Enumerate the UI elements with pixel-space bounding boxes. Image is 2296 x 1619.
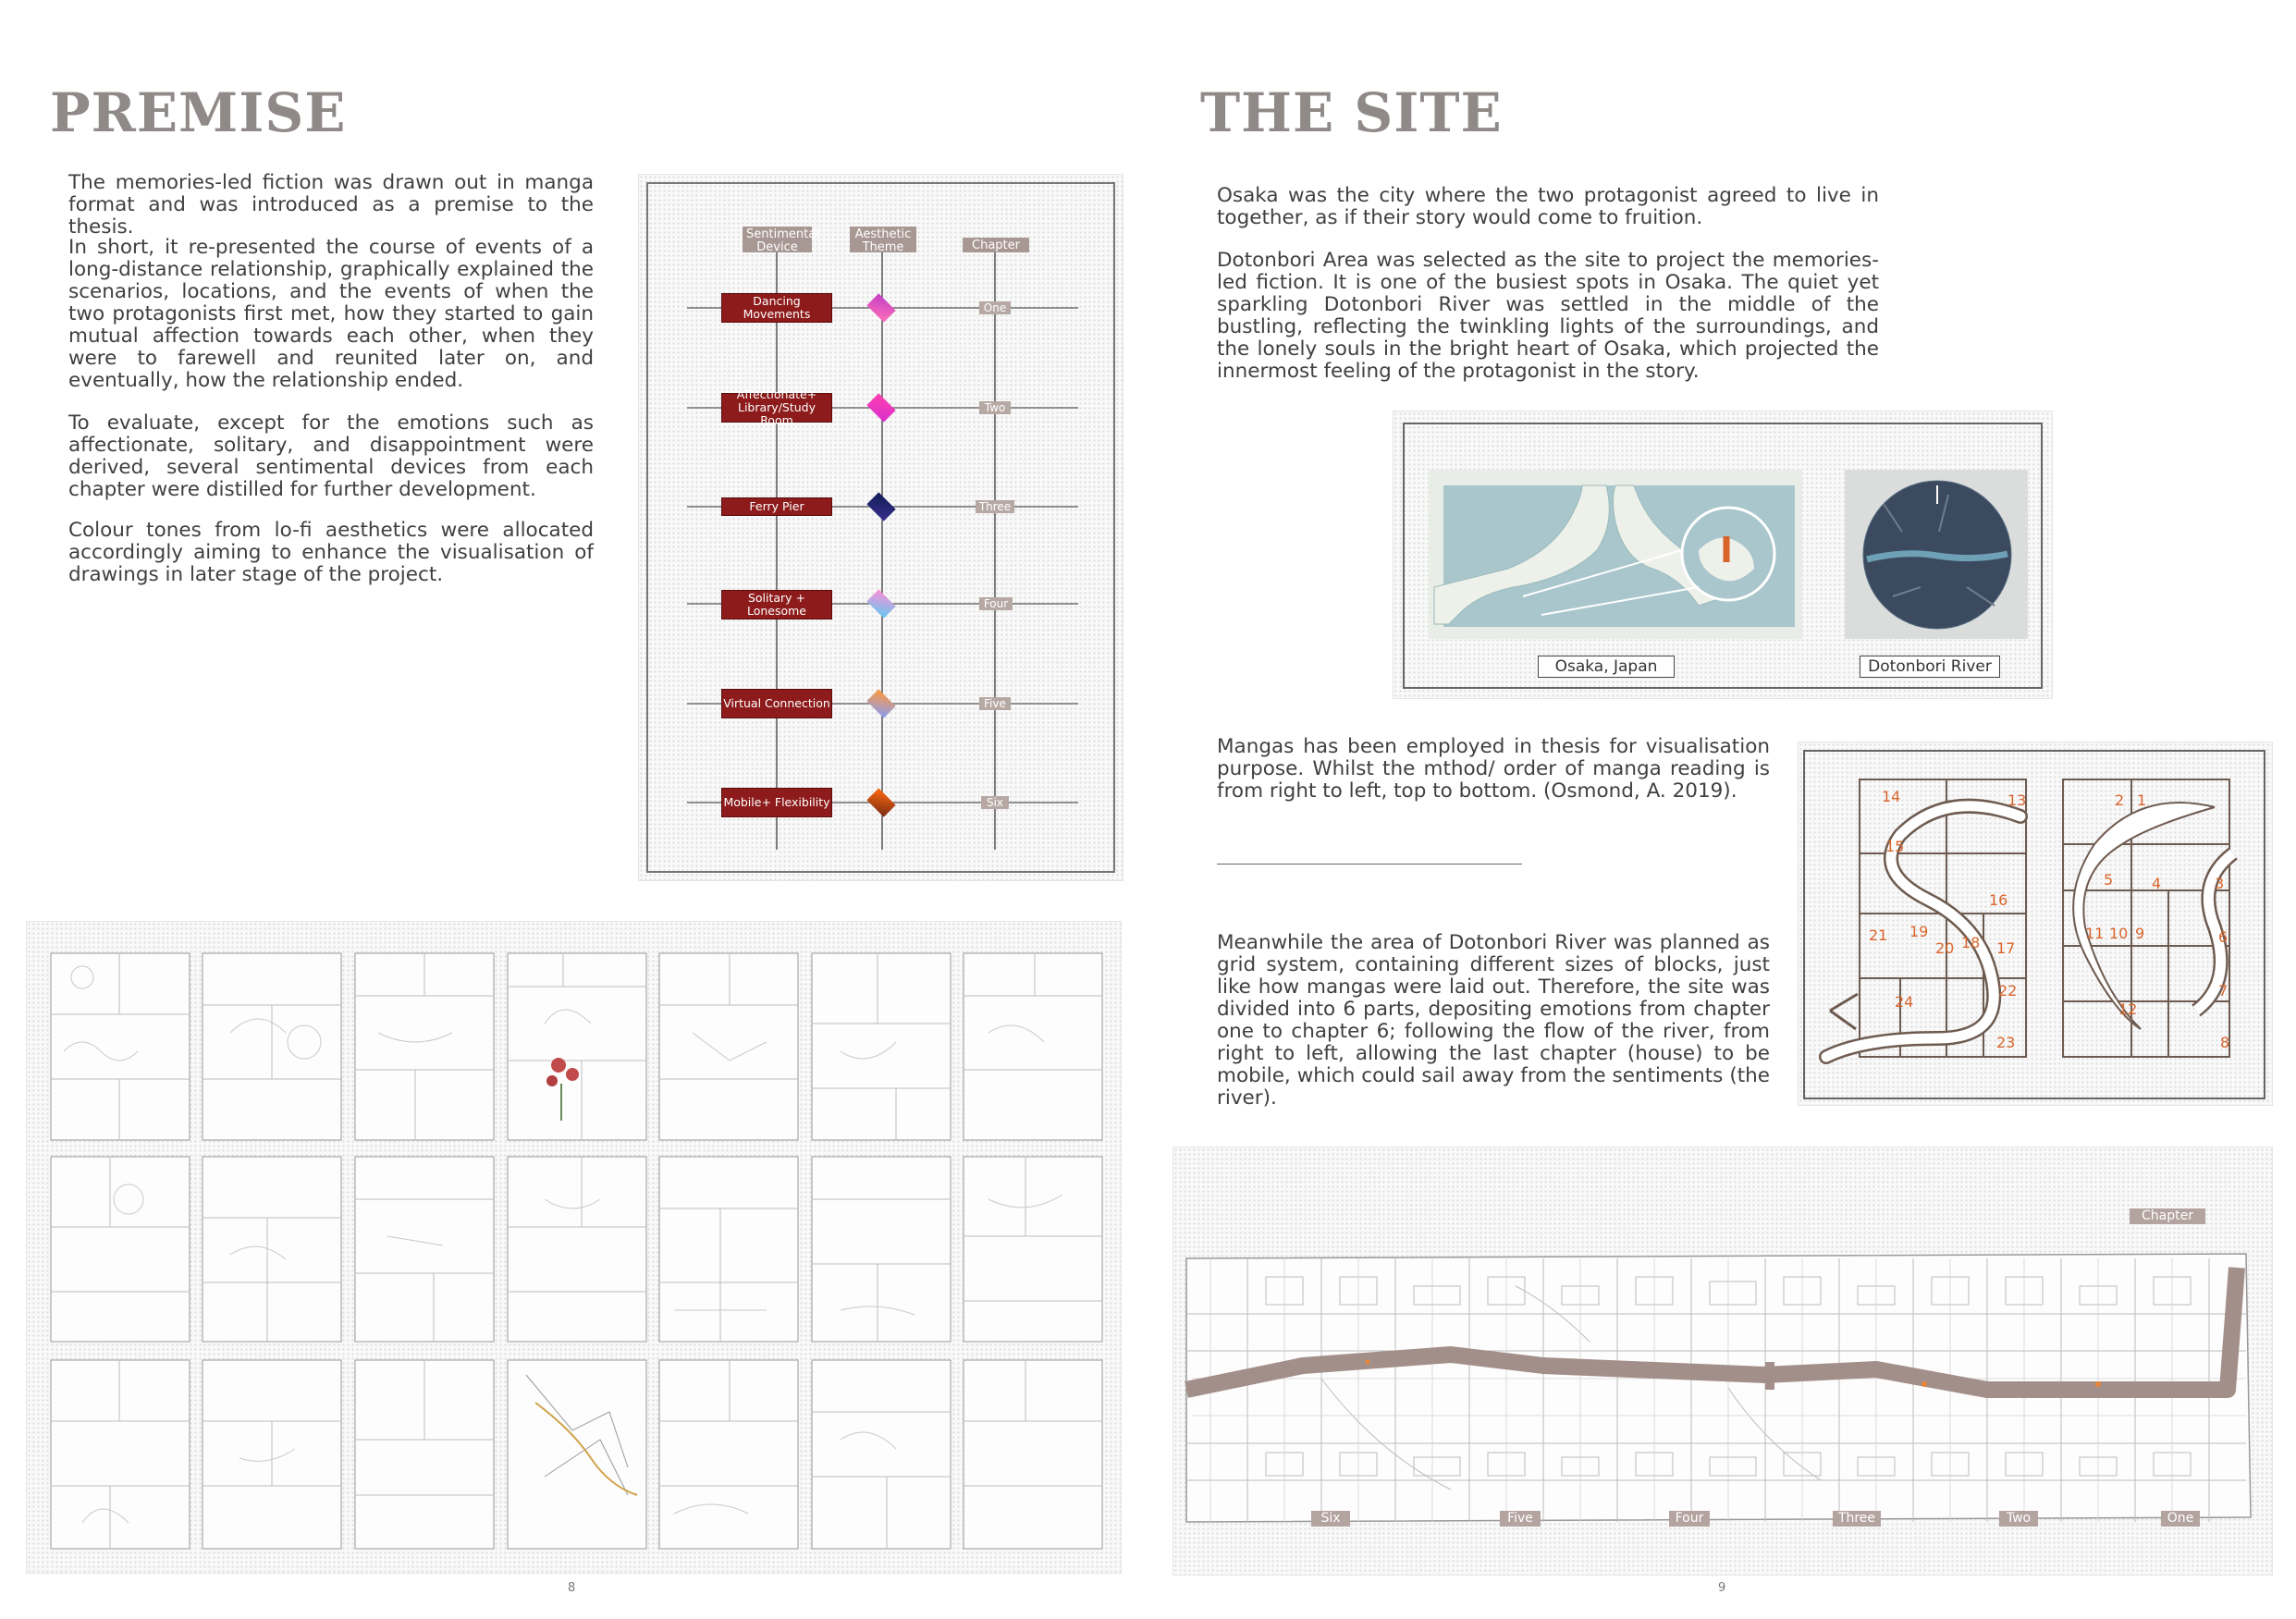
page-title-premise: PREMISE <box>50 81 347 144</box>
osaka-map-panel <box>1393 411 2053 699</box>
header-chapter: Chapter <box>963 238 1029 252</box>
device-virtual-connection: Virtual Connection <box>721 689 832 718</box>
chapter-three: Three <box>976 500 1014 513</box>
header-sentimental-device: Sentimental Device <box>743 227 812 252</box>
plan-chapter-label: Chapter <box>2130 1208 2205 1224</box>
svg-text:3: 3 <box>2215 875 2225 892</box>
svg-text:10: 10 <box>2109 925 2129 942</box>
chapter-two: Two <box>979 401 1011 414</box>
svg-text:12: 12 <box>2118 1000 2138 1018</box>
svg-text:19: 19 <box>1909 923 1929 940</box>
diagram-lines <box>639 175 1124 882</box>
chapter-four: Four <box>979 597 1013 610</box>
chapter-one: One <box>979 301 1011 314</box>
section-divider <box>1217 864 1522 865</box>
site-paragraph-1: Osaka was the city where the two protagonist agreed to live in together, as if their story would come to fruition. <box>1217 184 1879 229</box>
grid-sketch-panel <box>1798 742 2273 1106</box>
svg-text:23: 23 <box>1996 1034 2016 1051</box>
svg-text:15: 15 <box>1885 838 1905 855</box>
svg-text:17: 17 <box>1996 939 2016 957</box>
manga-panels <box>27 922 1123 1575</box>
premise-paragraph-3: To evaluate, except for the emotions such as affectionate, solitary, and disappointment were derived, several sentimental devices from each chapter were distilled for further development. <box>68 411 594 501</box>
sentimental-device-diagram <box>638 174 1123 881</box>
device-affectionate-library: Affectionate+ Library/Study Room <box>721 393 832 423</box>
page-number-left: 8 <box>568 1581 576 1595</box>
river-plan-panel <box>1173 1147 2273 1576</box>
device-dancing-movements: Dancing Movements <box>721 293 832 323</box>
grid-sketch <box>1799 742 2274 1107</box>
svg-text:9: 9 <box>2135 925 2145 942</box>
svg-text:1: 1 <box>2137 791 2147 809</box>
premise-paragraph-1: The memories-led fiction was drawn out in manga format and was introduced as a premise to the thesis. <box>68 171 594 239</box>
chapter-six: Six <box>981 796 1009 809</box>
chapter-five: Five <box>979 697 1011 710</box>
svg-text:5: 5 <box>2104 871 2114 889</box>
svg-text:18: 18 <box>1961 934 1981 951</box>
plan-chapter-six: Six <box>1311 1511 1350 1527</box>
svg-text:24: 24 <box>1895 993 1914 1011</box>
map-label-osaka-japan: Osaka, Japan <box>1538 656 1675 678</box>
premise-paragraph-2: In short, it re-presented the course of events of a long-distance relationship, graphically explained the scenarios, locations, and the events of when the two protagonists first met, how they started to gain mutual affection towards each other, when they were to farewell and reunited later on, and eventually, how the relationship ended. <box>68 236 594 392</box>
svg-text:7: 7 <box>2218 982 2228 1000</box>
device-mobile-flexibility: Mobile+ Flexibility <box>721 788 832 817</box>
plan-chapter-two: Two <box>1999 1511 2038 1527</box>
svg-text:20: 20 <box>1935 939 1955 957</box>
svg-text:6: 6 <box>2218 928 2228 946</box>
svg-text:2: 2 <box>2115 791 2125 809</box>
plan-chapter-five: Five <box>1500 1511 1541 1527</box>
svg-text:14: 14 <box>1882 788 1901 805</box>
page-title-the-site: THE SITE <box>1200 81 1503 144</box>
map-label-dotonbori-river: Dotonbori River <box>1860 656 2000 678</box>
svg-text:21: 21 <box>1869 926 1888 944</box>
premise-paragraph-4: Colour tones from lo-fi aesthetics were allocated accordingly aiming to enhance the visualisation of drawings in later stage of the project. <box>68 519 594 586</box>
plan-chapter-three: Three <box>1833 1511 1881 1527</box>
grid-paragraph: Meanwhile the area of Dotonbori River was planned as grid system, containing different sizes of blocks, just like how mangas were laid out. Therefore, the site was divided into 6 parts, depositing emotions from chapter one to chapter 6; following the flow of the river, from right to left, allowing the last chapter (house) to be mobile, which could sail away from the sentiments (the river). <box>1217 931 1770 1110</box>
svg-text:4: 4 <box>2152 875 2162 892</box>
device-solitary-lonesome: Solitary + Lonesome <box>721 590 832 619</box>
plan-chapter-four: Four <box>1669 1511 1710 1527</box>
site-paragraph-2: Dotonbori Area was selected as the site to project the memories-led fiction. It is one of the busiest spots in Osaka. The quiet yet sparkling Dotonbori River was settled in the middle of the bustling, reflecting the twinkling lights of the surroundings, and the lonely souls in the bright heart of Osaka, which projected the innermost feeling of the protagonist in the story. <box>1217 249 1879 383</box>
svg-text:16: 16 <box>1989 891 2008 909</box>
device-ferry-pier: Ferry Pier <box>721 497 832 516</box>
manga-paragraph: Mangas has been employed in thesis for visualisation purpose. Whilst the mthod/ order of manga reading is from right to left, top to bottom. (Osmond, A. 2019). <box>1217 735 1770 803</box>
svg-text:22: 22 <box>1998 982 2018 1000</box>
plan-chapter-one: One <box>2161 1511 2200 1527</box>
svg-text:11: 11 <box>2085 925 2105 942</box>
svg-text:13: 13 <box>2007 791 2027 809</box>
page-number-right: 9 <box>1718 1581 1726 1595</box>
manga-storyboard <box>26 921 1122 1574</box>
header-aesthetic-theme: Aesthetic Theme <box>850 227 916 252</box>
svg-text:8: 8 <box>2220 1034 2230 1051</box>
